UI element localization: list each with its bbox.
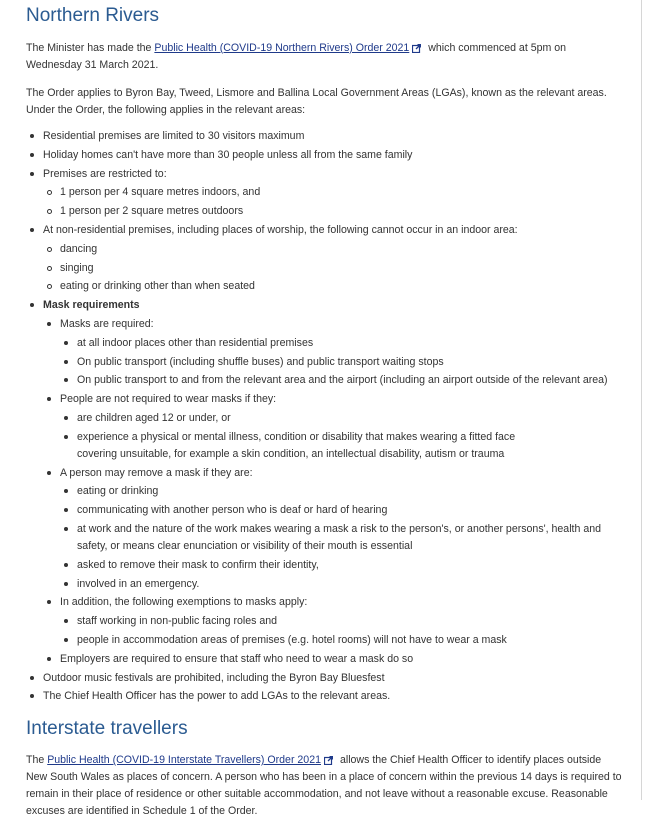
list-item xyxy=(43,316,624,389)
list-item: experience a physical or mental illness, condition or disability that makes wearing a fitted face covering unsuitable, for example a skin condition, an intellectual disability, autism or trauma xyxy=(60,429,557,463)
exemptions-label: In addition, the following exemptions to masks apply: xyxy=(60,596,308,609)
list-item: people in accommodation areas of premises (e.g. hotel rooms) will not have to wear a mask xyxy=(60,632,624,649)
list-item: singing xyxy=(43,260,624,277)
list-item: The Chief Health Officer has the power to add LGAs to the relevant areas. xyxy=(26,688,624,705)
list-item: Residential premises are limited to 30 visitors maximum xyxy=(26,128,624,145)
non-residential-sublist xyxy=(43,241,624,296)
list-item xyxy=(43,391,624,463)
list-item: asked to remove their mask to confirm their identity, xyxy=(60,557,624,574)
not-required-sublist xyxy=(60,410,624,463)
interstate-paragraph xyxy=(26,752,624,820)
may-remove-sublist xyxy=(60,483,624,592)
intro-text-pre: The Minister has made the xyxy=(26,42,155,54)
list-item: eating or drinking xyxy=(60,483,624,500)
not-required-label: People are not required to wear masks if they: xyxy=(60,393,277,406)
masks-required-label: Masks are required: xyxy=(60,317,154,330)
list-item xyxy=(43,465,624,593)
external-link-icon xyxy=(324,756,333,765)
interstate-text-post: allows the Chief Health Officer to identify places outside New South Wales as places of concern. A person who has been in a place of concern within the previous 14 days is required to remain in their place of residence or other suitable accommodation, and not leave without a reasonable excuse. Reasonable excuses are identified in Schedule 1 of the Order. xyxy=(26,754,622,818)
northern-rivers-heading: Northern Rivers xyxy=(26,5,160,26)
intro-text-post: which commenced at 5pm on Wednesday 31 March 2021. xyxy=(26,42,567,71)
content-border xyxy=(641,0,642,800)
article-content xyxy=(26,3,624,820)
premises-sublist xyxy=(43,184,624,220)
list-item: at work and the nature of the work makes wearing a mask a risk to the person's, or another persons', health and safety, or means clear enunciation or visibility of their mouth is essential xyxy=(60,521,624,555)
list-item: are children aged 12 or under, or xyxy=(60,410,624,427)
list-item: communicating with another person who is deaf or hard of hearing xyxy=(60,502,624,519)
intro-paragraph xyxy=(26,40,624,74)
mask-requirements-heading: Mask requirements xyxy=(43,299,140,312)
premises-label: Premises are restricted to: xyxy=(43,167,167,180)
list-item xyxy=(26,297,624,668)
list-item xyxy=(26,166,624,221)
list-item: Outdoor music festivals are prohibited, including the Byron Bay Bluesfest xyxy=(26,670,624,687)
list-item: Employers are required to ensure that staff who need to wear a mask do so xyxy=(43,651,624,668)
interstate-travellers-heading: Interstate travellers xyxy=(26,718,188,740)
list-item: at all indoor places other than residential premises xyxy=(60,335,624,352)
exemptions-sublist xyxy=(60,613,624,649)
interstate-text-pre: The xyxy=(26,754,48,767)
list-item: eating or drinking other than when seated xyxy=(43,278,624,295)
masks-required-sublist xyxy=(60,335,624,390)
list-item: staff working in non-public facing roles and xyxy=(60,613,624,630)
list-item: On public transport to and from the relevant area and the airport (including an airport outside of the relevant area) xyxy=(60,372,624,389)
list-item xyxy=(43,594,624,649)
northern-rivers-order-link[interactable]: Public Health (COVID-19 Northern Rivers) Order 2021 xyxy=(154,42,410,54)
list-item: Holiday homes can't have more than 30 people unless all from the same family xyxy=(26,147,624,164)
list-item: 1 person per 2 square metres outdoors xyxy=(43,203,624,220)
non-residential-label: At non-residential premises, including places of worship, the following cannot occur in an indoor area: xyxy=(43,223,518,236)
external-link-icon xyxy=(412,44,421,53)
applies-paragraph: The Order applies to Byron Bay, Tweed, Lismore and Ballina Local Government Areas (LGAs), known as the relevant areas. Under the Order, the following applies in the relevant areas: xyxy=(26,87,607,116)
restrictions-list xyxy=(26,128,624,705)
interstate-travellers-order-link[interactable]: Public Health (COVID-19 Interstate Travellers) Order 2021 xyxy=(47,754,321,767)
mask-sublist xyxy=(43,316,624,668)
list-item: involved in an emergency. xyxy=(60,576,624,593)
list-item: dancing xyxy=(43,241,624,258)
list-item: On public transport (including shuffle buses) and public transport waiting stops xyxy=(60,354,624,371)
may-remove-label: A person may remove a mask if they are: xyxy=(60,466,253,479)
list-item xyxy=(26,222,624,295)
list-item: 1 person per 4 square metres indoors, and xyxy=(43,184,624,201)
